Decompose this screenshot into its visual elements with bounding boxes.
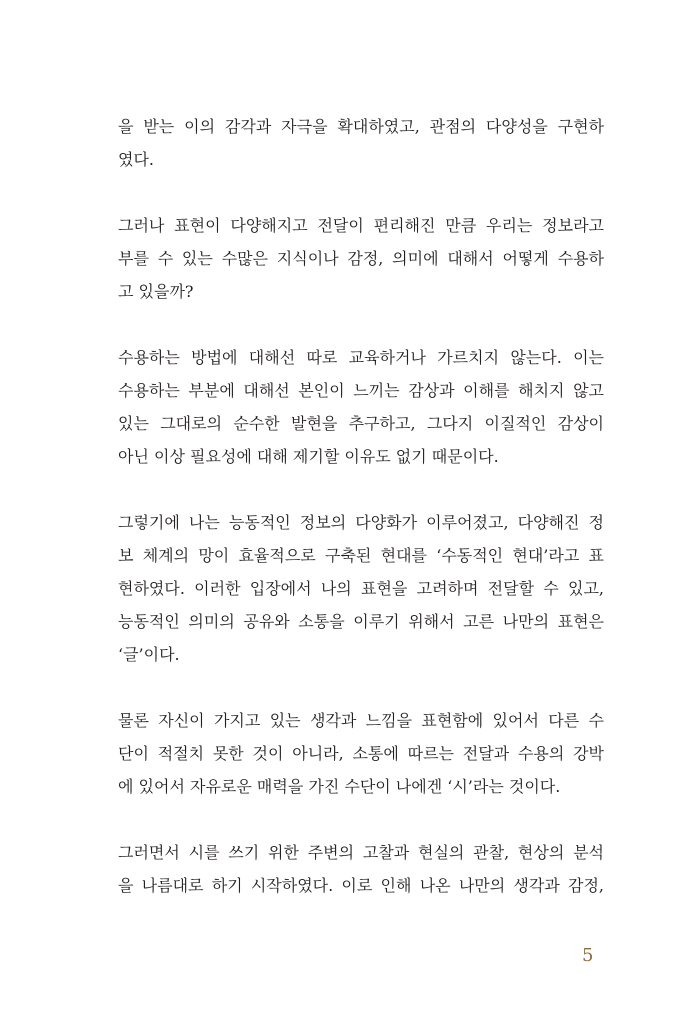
paragraph-line: 수용하는 부분에 대해선 본인이 느끼는 감상과 이해를 해치지 않고 — [118, 381, 604, 400]
paragraph-line: 그러나 표현이 다양해지고 전달이 편리해진 만큼 우리는 정보라고 — [118, 216, 604, 235]
paragraph-line: 그러면서 시를 쓰기 위한 주변의 고찰과 현실의 관찰, 현상의 분석 — [118, 843, 604, 862]
paragraph-2 — [118, 209, 604, 308]
paragraph-line: 능동적인 의미의 공유와 소통을 이루기 위해서 고른 나만의 표현은 — [118, 612, 604, 631]
paragraph-line: 아닌 이상 필요성에 대해 제기할 이유도 없기 때문이다. — [118, 447, 499, 466]
paragraph-5 — [118, 704, 604, 803]
paragraph-line: 보 체계의 망이 효율적으로 구축된 현대를 ‘수동적인 현대’라고 표 — [118, 546, 604, 565]
paragraph-line: 현하였다. 이러한 입장에서 나의 표현을 고려하며 전달할 수 있고, — [118, 579, 604, 598]
paragraph-line: 을 나름대로 하기 시작하였다. 이로 인해 나온 나만의 생각과 감정, — [118, 876, 604, 895]
paragraph-line: 수용하는 방법에 대해선 따로 교육하거나 가르치지 않는다. 이는 — [118, 348, 604, 367]
paragraph-4 — [118, 506, 604, 671]
paragraph-1 — [118, 110, 604, 176]
paragraph-line: 을 받는 이의 감각과 자극을 확대하였고, 관점의 다양성을 구현하 — [118, 117, 604, 136]
paragraph-line: 있는 그대로의 순수한 발현을 추구하고, 그다지 이질적인 감상이 — [118, 414, 604, 433]
paragraph-line: 단이 적절치 못한 것이 아니라, 소통에 따르는 전달과 수용의 강박 — [118, 744, 604, 763]
paragraph-3 — [118, 341, 604, 473]
paragraph-line: 에 있어서 자유로운 매력을 가진 수단이 나에겐 ‘시’라는 것이다. — [118, 777, 561, 796]
paragraph-6 — [118, 836, 604, 902]
paragraph-line: 였다. — [118, 150, 154, 169]
paragraph-line: 물론 자신이 가지고 있는 생각과 느낌을 표현함에 있어서 다른 수 — [118, 711, 604, 730]
paragraph-line: 고 있을까? — [118, 282, 194, 301]
paragraph-line: 부를 수 있는 수많은 지식이나 감정, 의미에 대해서 어떻게 수용하 — [118, 249, 604, 268]
paragraph-line: ‘글’이다. — [118, 645, 180, 664]
page-number: 5 — [582, 945, 594, 966]
paragraph-line: 그렇기에 나는 능동적인 정보의 다양화가 이루어졌고, 다양해진 정 — [118, 513, 604, 532]
body-text — [118, 110, 604, 935]
